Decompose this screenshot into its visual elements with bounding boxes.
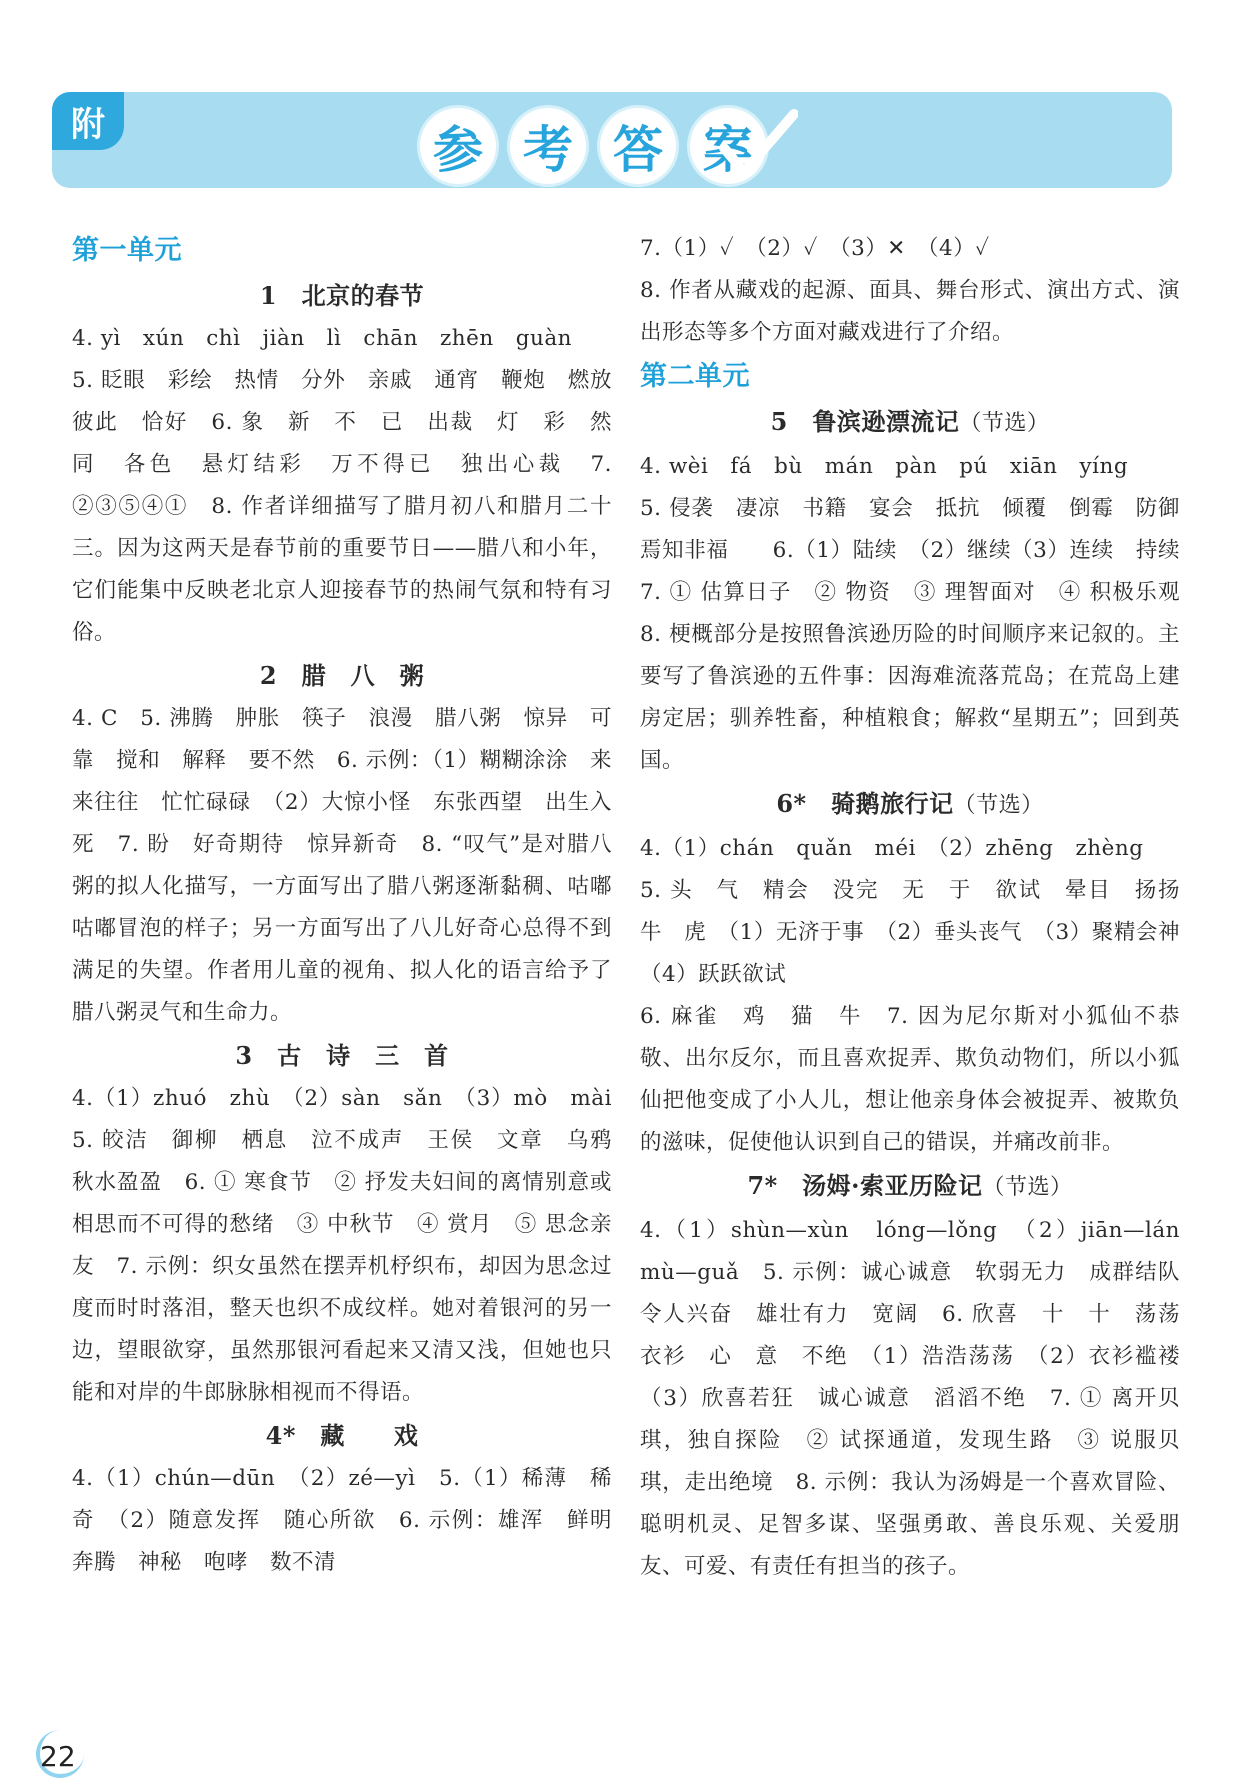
answer-paragraph (72, 1458, 635, 1584)
answer-paragraph (640, 870, 1203, 996)
text: 4.（1）chún—dūn （2）zé—yì 5.（1）稀薄 稀奇 （2）随意发挥 随心所欲 6. 示例：雄浑 鲜明 奔腾 神秘 咆哮 数不清 (72, 1466, 635, 1575)
answer-paragraph (72, 360, 635, 654)
title-char: 答 (600, 108, 676, 184)
text: 6* 骑鹅旅行记 (776, 789, 954, 818)
title-char: 参 (420, 108, 496, 184)
text: 5. 眨眼 彩绘 热情 分外 亲戚 通宵 鞭炮 燃放 彼此 恰好 6. 象 新 不 已 出裁 灯 彩 然 同 各色 悬灯结彩 万不得已 独出心裁 7. ②③⑤④① 8. 作者详细描写了腊月初八和腊月二十三。因为这两天是春节前的重要节日——腊八和小年，它们能集中反映老北京人迎接春节的热闹气氛和特有习俗。 (72, 368, 635, 645)
text: 6. 麻雀 鸡 猫 牛 7. 因为尼尔斯对小狐仙不恭敬、出尔反尔，而且喜欢捉弄、欺负动物们，所以小狐仙把他变成了小人儿，想让他亲身体会被捉弄、被欺负的滋味，促使他认识到自己的错误，并痛改前非。 (640, 1004, 1180, 1155)
text: 7.（1）✓ （2）✓ （3）✕ （4）✓ (640, 236, 990, 261)
answer-paragraph (640, 488, 1203, 782)
checkmark-icon (718, 108, 798, 184)
title-char: 考 (510, 108, 586, 184)
answer-paragraph (640, 1210, 1203, 1588)
text: 4.（1）shùn—xùn lóng—lǒng （2）jiān—lán mù—guǎ 5. 示例：诚心诚意 软弱无力 成群结队 令人兴奋 雄壮有力 宽阔 6. 欣喜 十 十 荡荡 衣衫 心 意 不绝 （1）浩浩荡荡 （2）衣衫褴褛 （3）欣喜若狂 诚心诚意 滔滔不绝 7. ① 离开贝琪，独自探险 ② 试探通道，发现生路 ③ 说服贝琪，走出绝境 8. 示例：我认为汤姆是一个喜欢冒险、聪明机灵、足智多谋、坚强勇敢、善良乐观、关爱朋友、可爱、有责任有担当的孩子。 (640, 1218, 1203, 1579)
left-column (72, 228, 635, 1584)
answer-paragraph (640, 446, 1180, 488)
answer-paragraph (72, 698, 612, 1034)
answer-paragraph (640, 828, 1180, 870)
answer-paragraph (640, 270, 1180, 354)
text: 8. 作者从藏戏的起源、面具、舞台形式、演出方式、演出形态等多个方面对藏戏进行了介绍。 (640, 278, 1180, 345)
answer-paragraph (640, 996, 1180, 1164)
lesson-excerpt-tag: （节选） (982, 1175, 1073, 1200)
lesson-title (640, 782, 1180, 828)
text: 2 腊 八 粥 (259, 661, 425, 690)
text: 4. yì xún chì jiàn lì chān zhēn guàn (72, 326, 572, 351)
text: 4.（1）zhuó zhù （2）sàn sǎn （3）mò mài 5. 皎洁 御柳 栖息 泣不成声 王侯 文章 乌鸦 秋水盈盈 6. ① 寒食节 ② 抒发夫妇间的离情别意或相思而不可得的愁绪 ③ 中秋节 ④ 赏月 ⑤ 思念亲友 7. 示例：织女虽然在摆弄机杼织布，却因为思念过度而时时落泪，整天也织不成纹样。她对着银河的另一边，望眼欲穿，虽然那银河看起来又清又浅，但她也只能和对岸的牛郎脉脉相视而不得语。 (72, 1086, 635, 1405)
unit-heading (72, 228, 612, 274)
answer-paragraph (640, 228, 1180, 270)
lesson-title (72, 274, 612, 318)
page-title (420, 108, 766, 184)
text: 4. wèi fá bù mán pàn pú xiān yíng (640, 454, 1129, 479)
text: 4* 藏 戏 (265, 1421, 419, 1450)
text: 5. 头 气 精会 没完 无 于 欲试 晕目 扬扬 牛 虎 （1）无济于事 （2）垂头丧气 （3）聚精会神 （4）跃跃欲试 (640, 878, 1203, 987)
answer-paragraph (72, 318, 612, 360)
page-number: 22 (40, 1740, 76, 1773)
text: 5 鲁滨逊漂流记 (770, 407, 960, 436)
right-column (640, 228, 1203, 1588)
answer-paragraph (72, 1078, 635, 1414)
text: 第一单元 (72, 235, 182, 266)
lesson-title (640, 400, 1180, 446)
text: 4.（1）chán quǎn méi （2）zhēng zhèng (640, 836, 1144, 861)
text: 3 古 诗 三 首 (235, 1041, 449, 1070)
title-char: 案 (690, 108, 766, 184)
unit-heading (640, 354, 1180, 400)
lesson-title (640, 1164, 1180, 1210)
lesson-title (72, 654, 612, 698)
text: 7* 汤姆·索亚历险记 (747, 1171, 983, 1200)
text: 4. C 5. 沸腾 肿胀 筷子 浪漫 腊八粥 惊异 可靠 搅和 解释 要不然 6. 示例：（1）糊糊涂涂 来来往往 忙忙碌碌 （2）大惊小怪 东张西望 出生入死 7. 盼 好奇期待 惊异新奇 8. “叹气”是对腊八粥的拟人化描写，一方面写出了腊八粥逐渐黏稠、咕嘟咕嘟冒泡的样子；另一方面写出了八儿好奇心总得不到满足的失望。作者用儿童的视角、拟人化的语言给予了腊八粥灵气和生命力。 (72, 706, 612, 1025)
text: 5. 侵袭 凄凉 书籍 宴会 抵抗 倾覆 倒霉 防御 焉知非福 6.（1）陆续 （2）继续（3）连续 持续 7. ① 估算日子 ② 物资 ③ 理智面对 ④ 积极乐观 8. 梗概部分是按照鲁滨逊历险的时间顺序来记叙的。主要写了鲁滨逊的五件事：因海难流落荒岛；在荒岛上建房定居；驯养牲畜，种植粮食；解救“星期五”；回到英国。 (640, 496, 1203, 773)
lesson-title (72, 1034, 612, 1078)
text: 1 北京的春节 (259, 281, 425, 310)
lesson-excerpt-tag: （节选） (959, 411, 1050, 436)
text: 第二单元 (640, 361, 750, 392)
lesson-title (72, 1414, 612, 1458)
appendix-tab: 附 (52, 92, 124, 150)
lesson-excerpt-tag: （节选） (953, 793, 1044, 818)
